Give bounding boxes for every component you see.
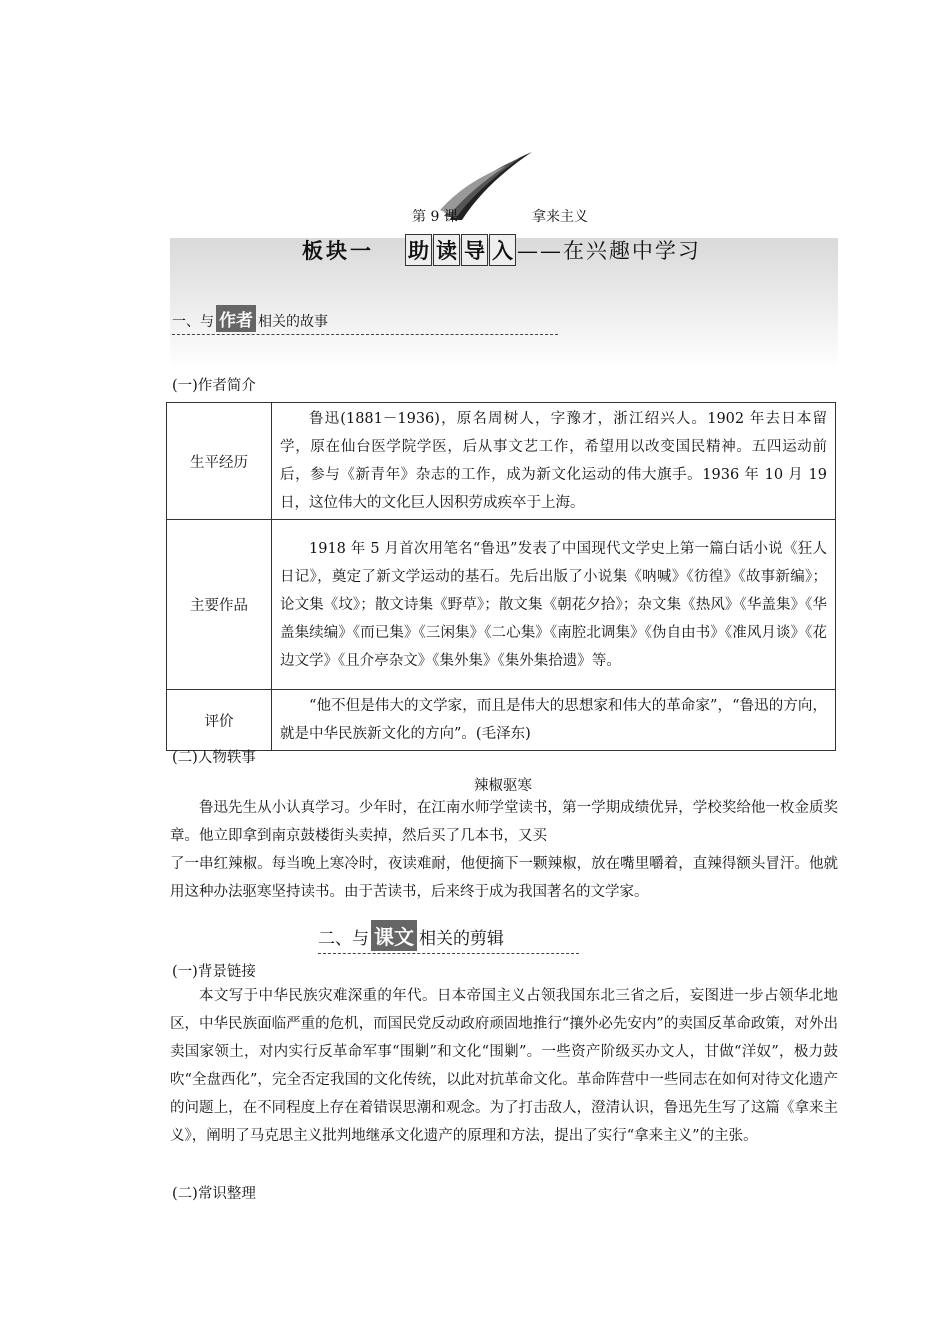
knowledge-heading: (二)常识整理 xyxy=(172,1186,256,1202)
row-content: 鲁迅(1881－1936)，原名周树人，字豫才，浙江绍兴人。1902 年去日本留学，原在仙台医学院学医，后从事文艺工作，希望用以改变国民精神。五四运动前后，参与《新青年》杂志的工作，成为新文化运动的伟大旗手。1936 年 10 月 19 日，这位伟大的文化巨人因积劳成疾卒于上海。 xyxy=(272,403,836,520)
module-label: 板块一 xyxy=(302,238,374,263)
anecdote-paragraph-1: 鲁迅先生从小认真学习。少年时，在江南水师学堂读书，第一学期成绩优异，学校奖给他一枚金质奖章。他立即拿到南京鼓楼街头卖掉，然后买了几本书，又买 xyxy=(170,800,838,844)
author-info-table xyxy=(166,402,836,751)
row-content: “他不但是伟大的文学家，而且是伟大的思想家和伟大的革命家”，“鲁迅的方向，就是中华民族新文化的方向”。(毛泽东) xyxy=(272,690,836,751)
background-paragraph: 本文写于中华民族灾难深重的年代。日本帝国主义占领我国东北三省之后，妄图进一步占领华北地区，中华民族面临严重的危机，而国民党反动政府顽固地推行“攘外必先安内”的卖国反革命政策，对外出卖国家领土，对内实行反革命军事“围剿”和文化“围剿”。一些资产阶级买办文人，甘做“洋奴”，极力鼓吹“全盘西化”，完全否定我国的文化传统，以此对抗革命文化。革命阵营中一些同志在如何对待文化遗产的问题上，在不同程度上存在着错误思潮和观念。为了打击敌人，澄清认识，鲁迅先生写了这篇《拿来主义》，阐明了马克思主义批判地继承文化遗产的原理和方法，提出了实行“拿来主义”的主张。 xyxy=(170,988,838,1144)
module-title xyxy=(302,234,701,266)
row-content: 1918 年 5 月首次用笔名“鲁迅”发表了中国现代文学史上第一篇白话小说《狂人日记》，奠定了新文学运动的基石。先后出版了小说集《呐喊》《彷徨》《故事新编》；论文集《坟》；散文诗集《野草》；散文集《朝花夕拾》；杂文集《热风》《华盖集》《华盖集续编》《而已集》《三闲集》《二心集》《南腔北调集》《伪自由书》《准风月谈》《花边文学》《且介亭杂文》《集外集》《集外集拾遗》等。 xyxy=(272,520,836,690)
table-row xyxy=(167,403,836,520)
intro-heading: (一)作者简介 xyxy=(172,378,256,394)
section-tag: 作者 xyxy=(216,305,256,332)
lesson-number: 第 9 课 xyxy=(412,209,458,225)
section-heading-text: 二、与 课文 相关的剪辑 xyxy=(318,920,579,954)
table-row xyxy=(167,690,836,751)
anecdote-title: 辣椒驱寒 xyxy=(474,778,532,794)
section-tag: 课文 xyxy=(371,920,417,951)
anecdote-paragraph-2: 了一串红辣椒。每当晚上寒冷时，夜读难耐，他便摘下一颗辣椒，放在嘴里嚼着，直辣得额头冒汗。他就用这种办法驱寒坚持读书。由于苦读书，后来终于成为我国著名的文学家。 xyxy=(170,856,838,900)
background-heading: (一)背景链接 xyxy=(172,964,256,980)
module-name: 助 读 导 入 xyxy=(405,238,517,263)
section-heading-author: 一、与 作者 相关的故事 xyxy=(172,305,558,335)
module-subtitle: ——在兴趣中学习 xyxy=(516,239,701,263)
row-label: 评价 xyxy=(167,690,272,751)
row-label: 主要作品 xyxy=(167,520,272,690)
table-row xyxy=(167,520,836,690)
row-label: 生平经历 xyxy=(167,403,272,520)
anecdote-heading: (二)人物轶事 xyxy=(172,750,256,766)
lesson-title: 拿来主义 xyxy=(532,209,588,225)
